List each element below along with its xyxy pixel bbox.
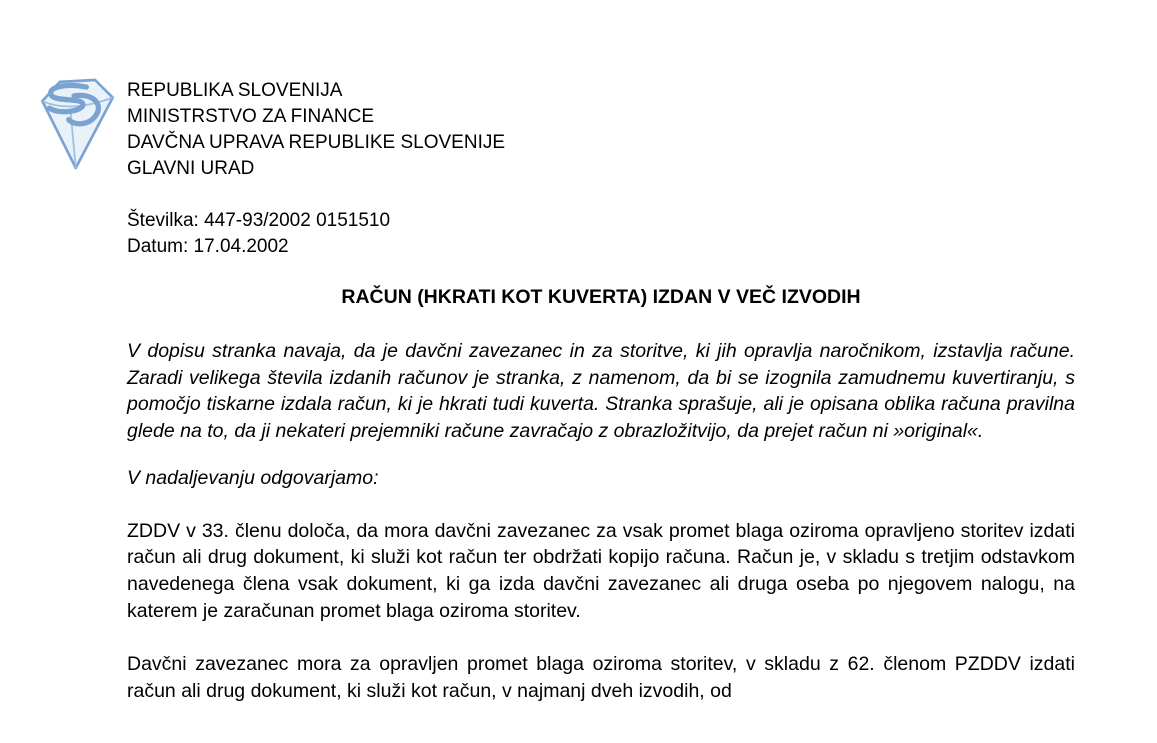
durs-diamond-logo-icon (30, 72, 118, 176)
document-number-value: 447-93/2002 0151510 (204, 210, 391, 231)
letterhead (127, 78, 1075, 182)
letterhead-line-tax-administration: DAVČNA UPRAVA REPUBLIKE SLOVENIJE (127, 132, 506, 153)
document-number-label: Številka: (127, 210, 199, 231)
paragraph-zddv-article-33: ZDDV v 33. členu določa, da mora davčni zavezanec za vsak promet blaga oziroma opravljeno storitev izdati račun ali drug dokument, ki služi kot račun ter obdržati kopijo računa. Račun je, v skladu s tretjim odstavkom navedenega člena vsak dokument, ki ga izda davčni zavezanec ali druga oseba po njegovem nalogu, na katerem je zaračunan promet blaga oziroma storitev. (127, 519, 1075, 622)
document-meta (127, 208, 1075, 260)
document-date-value: 17.04.2002 (193, 236, 289, 257)
document-title: RAČUN (HKRATI KOT KUVERTA) IZDAN V VEČ IZVODIH (341, 286, 861, 308)
letterhead-line-head-office: GLAVNI URAD (127, 158, 255, 179)
document-date-line (127, 234, 1075, 260)
letterhead-line-ministry: MINISTRSTVO ZA FINANCE (127, 106, 375, 127)
document-number-line (127, 208, 1075, 234)
paragraph-pzddv-article-62: Davčni zavezanec mora za opravljen promet blaga oziroma storitev, v skladu z 62. členom PZDDV izdati račun ali drug dokument, ki služi kot račun, v najmanj dveh izvodih, od (127, 653, 1075, 703)
letterhead-line-republic: REPUBLIKA SLOVENIJA (127, 80, 343, 101)
paragraph-client-inquiry: V dopisu stranka navaja, da je davčni zavezanec in za storitve, ki jih opravlja naročnikom, izstavlja račune. Zaradi velikega števila izdanih računov je stranka, z namenom, da bi se izognila zamudnemu kuvertiranju, s pomočjo tiskarne izdala račun, ki je hkrati tudi kuverta. Stranka sprašuje, ali je opisana oblika računa pravilna glede na to, da ji nekateri prejemniki račune zavračajo z obrazložitvijo, da prejet račun ni »original«. (127, 340, 1075, 443)
document-date-label: Datum: (127, 236, 189, 257)
paragraph-answer-intro: V nadaljevanju odgovarjamo: (127, 466, 379, 489)
